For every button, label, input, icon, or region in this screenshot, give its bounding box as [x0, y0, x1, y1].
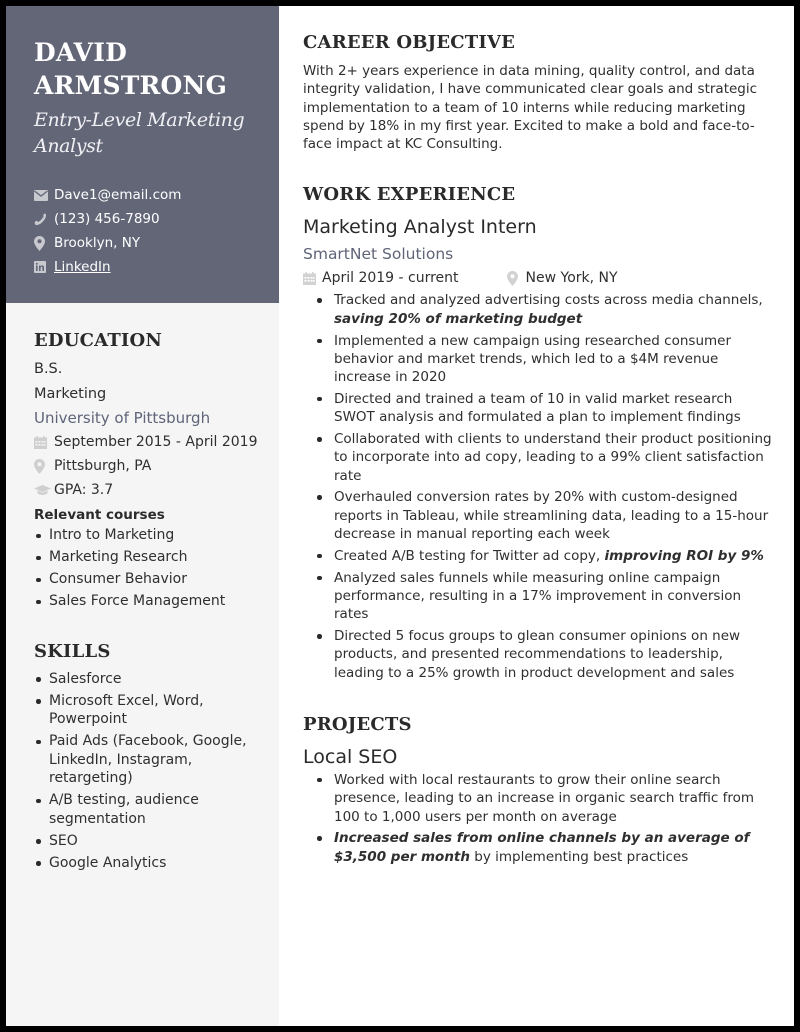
skill-item: Microsoft Excel, Word, Powerpoint	[34, 692, 270, 729]
job-location-text: New York, NY	[525, 270, 618, 287]
name-last: ARMSTRONG	[34, 71, 228, 100]
job-bullets	[303, 291, 773, 681]
bullet-item	[303, 829, 773, 866]
skill-item: SEO	[34, 832, 270, 851]
candidate-name	[34, 36, 251, 102]
education-gpa	[34, 478, 270, 502]
education-heading: EDUCATION	[34, 330, 163, 351]
contact-location	[34, 231, 251, 255]
education-dates-text: September 2015 - April 2019	[54, 434, 258, 450]
course-item: Marketing Research	[34, 548, 270, 567]
map-pin-icon	[34, 236, 54, 251]
phone-icon	[34, 213, 54, 226]
bullet-emphasis: Increased sales from online channels by an average of $3,500 per month	[334, 830, 750, 865]
skills-heading: SKILLS	[34, 640, 111, 662]
bullet-item	[303, 771, 773, 826]
projects-section	[303, 714, 773, 866]
linkedin-link[interactable]: LinkedIn	[54, 259, 111, 275]
gpa-text: GPA: 3.7	[54, 482, 114, 498]
contact-linkedin	[34, 255, 251, 279]
course-item: Intro to Marketing	[34, 526, 270, 545]
bullet-text: Directed and trained a team of 10 in valid market research SWOT analysis and formulated a plan to implement findings	[334, 390, 741, 426]
project-bullets	[303, 771, 773, 866]
bullet-item	[303, 488, 773, 543]
job-meta	[303, 267, 773, 289]
projects-heading: PROJECTS	[303, 713, 412, 735]
bullet-text: Analyzed sales funnels while measuring online campaign performance, resulting in a 17% improvement in conversion rates	[334, 569, 742, 623]
degree: B.S.	[34, 361, 63, 377]
education-section	[34, 330, 270, 611]
course-item: Sales Force Management	[34, 592, 270, 611]
bullet-emphasis: improving ROI by 9%	[604, 547, 764, 564]
bullet-item	[303, 390, 773, 427]
contact-email	[34, 183, 251, 207]
bullet-text: Worked with local restaurants to grow their online search presence, leading to an increase in organic search traffic from 100 to 1,000 users per month on average	[334, 771, 755, 825]
job-dates-text: April 2019 - current	[322, 270, 459, 287]
contact-list	[34, 183, 251, 279]
bullet-item	[303, 291, 773, 328]
sidebar-content	[34, 303, 270, 876]
education-location	[34, 454, 270, 478]
bullet-text: Directed 5 focus groups to glean consumer opinions on new products, and presented recommendations to leadership, leading to a 25% growth in product development and sales	[334, 628, 741, 681]
contact-phone	[34, 207, 251, 231]
map-pin-icon	[34, 459, 54, 474]
school-name: University of Pittsburgh	[34, 409, 211, 427]
education-location-text: Pittsburgh, PA	[54, 458, 152, 474]
bullet-item	[303, 430, 773, 485]
phone-text[interactable]: (123) 456-7890	[54, 211, 160, 227]
resume-page	[6, 6, 794, 1026]
skills-list	[34, 670, 270, 873]
skill-item: A/B testing, audience segmentation	[34, 791, 270, 828]
bullet-item	[303, 569, 773, 624]
bullet-text: Implemented a new campaign using researched consumer behavior and market trends, which led to a $4M revenue increase in 2020	[334, 332, 732, 386]
objective-section	[303, 32, 773, 153]
envelope-icon	[34, 190, 54, 201]
education-dates	[34, 430, 270, 454]
name-first: DAVID	[34, 38, 128, 67]
calendar-icon	[34, 436, 54, 449]
job-title: Marketing Analyst Intern	[303, 216, 537, 239]
header-block	[6, 6, 279, 303]
company-name: SmartNet Solutions	[303, 245, 454, 264]
skills-section	[34, 641, 270, 873]
bullet-item	[303, 547, 773, 565]
bullet-text: Overhauled conversion rates by 20% with custom-designed reports in Tableau, while streamlining data, leading to a 15-hour decrease in manual reporting each week	[334, 489, 769, 543]
bullet-text: Collaborated with clients to understand their product positioning to incorporate into ad copy, leading to a 99% client satisfaction rate	[334, 431, 772, 484]
work-experience-section	[303, 184, 773, 681]
email-text[interactable]: Dave1@email.com	[54, 187, 182, 203]
bullet-text: Created A/B testing for Twitter ad copy,	[334, 547, 605, 564]
job-location	[507, 270, 618, 286]
bullet-item	[303, 627, 773, 682]
bullet-item	[303, 332, 773, 387]
calendar-icon	[303, 272, 322, 285]
job-title-headline: Entry-Level Marketing Analyst	[34, 109, 245, 157]
skill-item: Google Analytics	[34, 854, 270, 873]
objective-text: With 2+ years experience in data mining, quality control, and data integrity validation, I have communicated clear goals and strategic implementation to a team of 10 interns while reducing marketing spend by 18% in my first year. Excited to make a bold and face-to-face impact at KC Consulting.	[303, 63, 758, 153]
courses-list	[34, 526, 270, 611]
course-item: Consumer Behavior	[34, 570, 270, 589]
graduation-cap-icon	[34, 485, 54, 496]
field-of-study: Marketing	[34, 386, 107, 402]
map-pin-icon	[507, 271, 526, 286]
project-title: Local SEO	[303, 745, 398, 768]
work-heading: WORK EXPERIENCE	[303, 184, 516, 206]
objective-heading: CAREER OBJECTIVE	[303, 32, 516, 53]
bullet-emphasis: saving 20% of marketing budget	[334, 310, 583, 327]
main-column	[303, 32, 773, 869]
job-dates	[303, 270, 459, 286]
location-text: Brooklyn, NY	[54, 235, 141, 251]
skill-item: Paid Ads (Facebook, Google, LinkedIn, Instagram, retargeting)	[34, 732, 270, 788]
courses-heading: Relevant courses	[34, 507, 165, 523]
bullet-text: by implementing best practices	[470, 848, 689, 865]
skill-item: Salesforce	[34, 670, 270, 689]
bullet-text: Tracked and analyzed advertising costs across media channels,	[334, 292, 763, 309]
linkedin-icon	[34, 261, 54, 273]
sidebar	[6, 6, 279, 1026]
